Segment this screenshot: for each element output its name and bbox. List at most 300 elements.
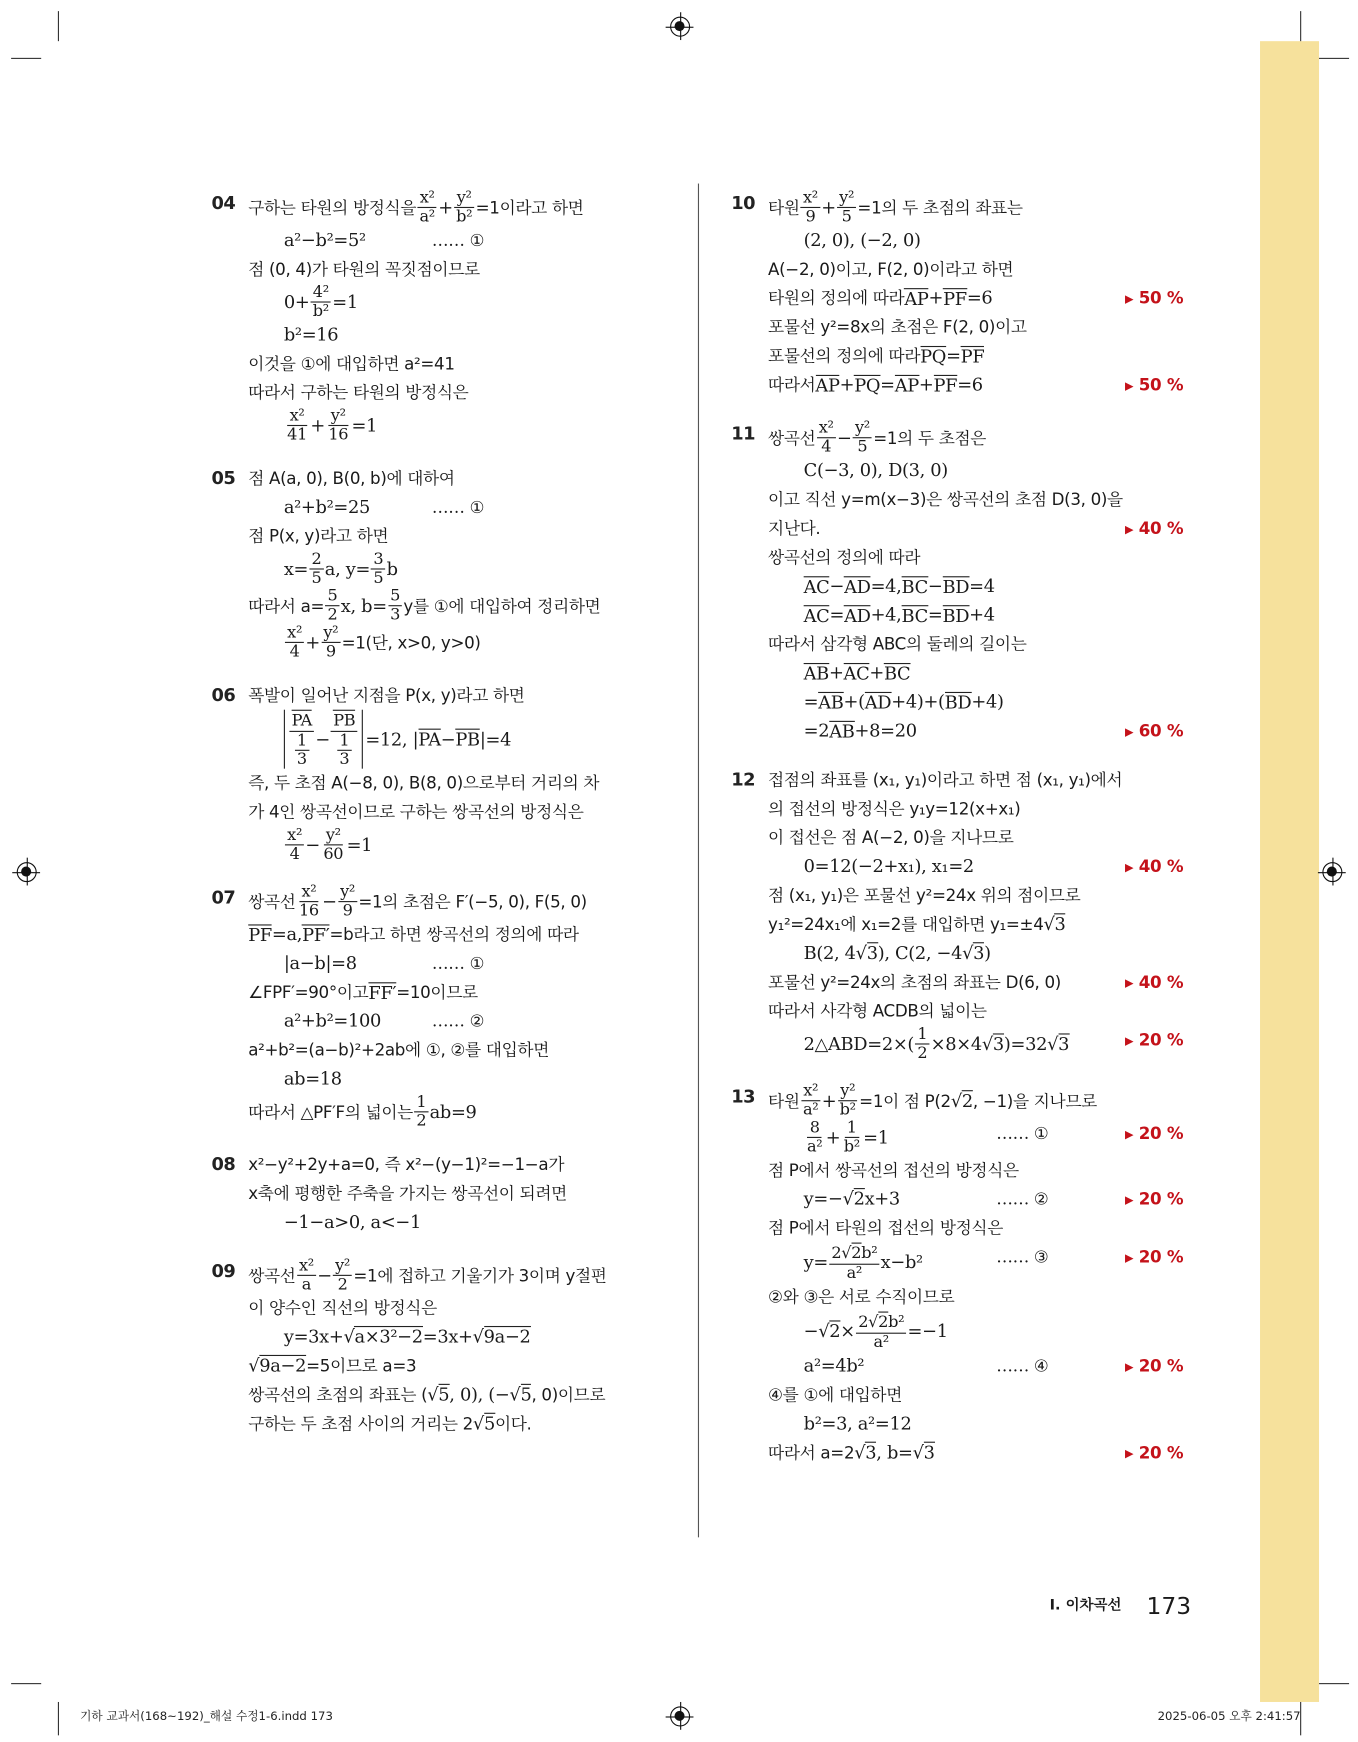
math-run: BD	[942, 604, 970, 626]
crop-mark	[58, 1702, 59, 1735]
math-run: AP	[894, 374, 919, 396]
solution-line	[731, 342, 1183, 371]
square-root	[818, 1317, 840, 1346]
math-run: a, y=	[324, 557, 371, 580]
segment-overline	[368, 982, 396, 1003]
math-run: 0=12(−2+x₁), x₁=2	[803, 855, 974, 877]
radical-sign-icon: √	[842, 1188, 854, 1210]
math-run: 1	[296, 731, 307, 750]
segment-overline	[844, 576, 870, 597]
square-root	[1047, 1030, 1069, 1059]
denominator	[297, 902, 321, 920]
text-run: a²+b²=(a−b)²+2ab에 ①, ②를 대입하면	[248, 1040, 550, 1061]
text-run: 점 P에서 타원의 접선의 방정식은	[768, 1218, 1004, 1239]
square-root	[248, 1352, 306, 1381]
problem-number: 04	[211, 192, 236, 214]
math-run: =	[946, 344, 961, 366]
math-run: AD	[864, 691, 892, 713]
denominator	[300, 1276, 314, 1294]
denominator	[309, 570, 323, 588]
text-run: 접점의 좌표를 (x₁, y₁)이라고 하면 점 (x₁, y₁)에서	[768, 769, 1123, 790]
math-run: , b=	[876, 1441, 913, 1463]
square-root	[1043, 910, 1065, 939]
solution-line	[211, 320, 679, 349]
numerator	[337, 732, 351, 751]
numerator	[837, 189, 856, 208]
text-run: 점 P(x, y)라고 하면	[248, 526, 389, 547]
text-run: 가 4인 쌍곡선이므로 구하는 쌍곡선의 방정식은	[248, 802, 584, 823]
text-run: 점 (x₁, y₁)은 포물선 y²=24x 위의 점이므로	[768, 885, 1081, 906]
denominator	[287, 845, 301, 863]
solution-line	[731, 601, 1183, 630]
fraction	[331, 710, 358, 769]
crop-mark	[1319, 1683, 1349, 1684]
score-percent	[1125, 1438, 1183, 1469]
score-value: 20 %	[1138, 1356, 1184, 1377]
solution-line	[731, 716, 1183, 745]
text-run: 따라서 a=2	[768, 1442, 855, 1463]
numerator	[331, 710, 358, 732]
math-run: a	[301, 1275, 312, 1294]
solution-line	[211, 710, 679, 769]
math-run: =6	[966, 286, 993, 309]
numerator	[295, 732, 309, 751]
math-run: =1	[346, 833, 373, 855]
math-run: y=−	[803, 1188, 843, 1210]
numerator	[915, 1026, 929, 1045]
numerator	[856, 1312, 906, 1334]
math-run: AC	[803, 604, 830, 626]
registration-mark-icon	[17, 862, 37, 882]
page-edge-color-band	[1260, 41, 1319, 1702]
triangle-marker-icon: ▶	[1124, 1129, 1134, 1142]
math-run: −	[440, 728, 456, 750]
math-run: +	[305, 631, 321, 653]
math-run: b²	[456, 208, 473, 226]
math-run: AD	[844, 604, 871, 626]
math-run: PB	[455, 728, 480, 750]
equation-reference: …… ①	[431, 230, 485, 251]
score-value: 50 %	[1138, 288, 1184, 309]
text-run: 점 (0, 4)가 타원의 꼭짓점이므로	[248, 259, 480, 280]
solution-line	[731, 997, 1183, 1026]
math-run: 5	[520, 1383, 532, 1405]
math-run: 2	[961, 1089, 973, 1111]
radical-sign-icon: √	[472, 1412, 484, 1434]
numerator	[311, 284, 332, 303]
text-run: 포물선 y²=24x의 초점의 좌표는 D(6, 0)	[768, 972, 1061, 993]
math-run: x, b=	[340, 594, 387, 616]
solution-line	[731, 1352, 1183, 1381]
math-run: BC	[883, 662, 911, 684]
score-percent	[1125, 852, 1183, 883]
math-run: AB	[803, 662, 829, 684]
denominator	[855, 438, 869, 456]
fraction	[388, 587, 402, 624]
numerator	[299, 883, 318, 902]
text-run: 점 A(a, 0), B(0, b)에 대하여	[248, 468, 455, 489]
fraction	[837, 189, 856, 226]
denominator	[285, 426, 309, 444]
math-run: 2	[831, 1244, 842, 1263]
math-run: +	[928, 286, 944, 309]
text-run: 이 접선은 점 A(−2, 0)을 지나므로	[768, 827, 1014, 848]
text-run: ②와 ③은 서로 수직이므로	[768, 1287, 955, 1308]
math-run: +(	[843, 690, 865, 712]
text-run: 쌍곡선의 초점의 좌표는 (	[248, 1384, 428, 1405]
radicand	[878, 1312, 888, 1333]
fraction	[285, 827, 304, 864]
segment-overline	[804, 662, 829, 683]
segment-overline	[248, 924, 272, 945]
numerator	[417, 189, 436, 208]
fraction	[297, 883, 321, 920]
math-run: 5	[373, 569, 384, 588]
text-run: 즉, 두 초점 A(−8, 0), B(8, 0)으로부터 거리의 차	[248, 773, 600, 794]
math-run: 9	[342, 902, 353, 920]
fraction	[325, 587, 339, 624]
math-run: 5	[311, 569, 322, 588]
segment-overline	[292, 710, 312, 731]
math-run: a×3²−2	[354, 1325, 423, 1348]
problem-06	[211, 681, 679, 863]
segment-overline	[333, 710, 355, 731]
math-run: =−1	[907, 1320, 948, 1342]
square-root	[509, 1380, 531, 1409]
math-run: +	[825, 1126, 841, 1148]
math-run: +	[438, 196, 453, 218]
math-run: x²	[419, 189, 435, 207]
square-root	[868, 1314, 888, 1332]
square-root	[854, 1438, 876, 1467]
math-run: , 0), (−	[449, 1383, 510, 1405]
score-percent	[1125, 514, 1183, 545]
radical-sign-icon: √	[472, 1325, 484, 1348]
math-run: +	[918, 373, 934, 395]
radicand	[1055, 913, 1066, 934]
solution-line	[731, 659, 1183, 688]
math-run: −1−a>0, a<−1	[283, 1211, 422, 1233]
square-root	[843, 1185, 865, 1214]
numerator	[309, 551, 323, 570]
solution-line	[211, 1007, 679, 1036]
fraction	[326, 407, 350, 444]
square-root	[473, 1409, 495, 1438]
solution-line	[211, 827, 679, 864]
score-percent	[1125, 284, 1183, 315]
score-percent	[1125, 1243, 1183, 1274]
math-run: 5	[327, 587, 338, 606]
problem-12	[731, 765, 1183, 1062]
math-run: 9a−2	[259, 1354, 307, 1377]
text-run: A(−2, 0)이고, F(2, 0)이라고 하면	[768, 259, 1014, 280]
triangle-marker-icon: ▶	[1124, 1252, 1134, 1265]
math-run: +	[828, 661, 844, 684]
segment-overline	[829, 720, 854, 741]
score-value: 50 %	[1138, 374, 1184, 395]
radical-sign-icon: √	[818, 1320, 830, 1342]
square-root	[913, 1438, 935, 1467]
denominator	[325, 606, 339, 624]
solution-line	[731, 630, 1183, 659]
math-run: 4	[289, 642, 300, 661]
text-run: , −1)을 지나므로	[972, 1090, 1097, 1111]
math-run: 3	[866, 942, 878, 964]
math-run: 2	[858, 1313, 869, 1332]
score-percent	[1125, 1352, 1183, 1383]
triangle-marker-icon: ▶	[1124, 293, 1134, 306]
math-run: =1	[863, 1126, 889, 1148]
denominator	[335, 1276, 349, 1294]
solution-line	[211, 587, 679, 624]
text-run: 이고 직선 y=m(x−3)은 쌍곡선의 초점 D(3, 0)을	[768, 489, 1123, 510]
math-run: b²	[312, 302, 329, 321]
math-run: AP	[815, 374, 840, 396]
radicand	[973, 942, 984, 963]
math-run: =	[803, 690, 819, 712]
problem-number: 12	[731, 768, 755, 790]
solution-line	[731, 226, 1183, 255]
denominator	[388, 606, 402, 624]
text-run: 쌍곡선	[248, 1265, 296, 1286]
solution-line	[211, 1150, 679, 1179]
solution-line	[211, 681, 679, 710]
math-run: x−b²	[880, 1251, 923, 1273]
problem-number: 13	[731, 1085, 755, 1107]
math-run: 3	[923, 1441, 935, 1463]
triangle-marker-icon: ▶	[1124, 1361, 1134, 1374]
problem-number: 09	[211, 1260, 236, 1282]
solution-line	[731, 881, 1183, 910]
math-run: y=3x+	[283, 1325, 344, 1348]
solution-line	[211, 1208, 679, 1237]
math-run: 1	[416, 1093, 427, 1112]
math-run: −	[927, 575, 943, 597]
problem-number: 05	[211, 467, 236, 489]
math-run: 4	[821, 438, 832, 457]
math-run: (2, 0), (−2, 0)	[803, 229, 921, 251]
math-run: x+3	[864, 1188, 900, 1210]
score-value: 20 %	[1138, 1189, 1184, 1210]
text-run: =1이 점 P(2	[859, 1090, 951, 1111]
math-run: a²	[873, 1333, 889, 1352]
solution-line	[211, 1352, 679, 1381]
text-run: 이것을 ①에 대입하면 a²=41	[248, 353, 455, 374]
radical-sign-icon: √	[868, 1313, 879, 1332]
score-percent	[1125, 1185, 1183, 1216]
math-run: PB	[333, 711, 356, 730]
math-run: =3x+	[422, 1325, 473, 1348]
math-run: 2	[337, 1275, 348, 1294]
math-run: 1	[917, 1025, 928, 1044]
numerator	[817, 419, 836, 438]
radical-sign-icon: √	[427, 1383, 439, 1405]
math-run: 9a−2	[483, 1325, 531, 1348]
solution-line	[211, 1409, 679, 1438]
fraction	[805, 1119, 825, 1156]
math-run: =2	[803, 719, 830, 741]
segment-overline	[945, 691, 972, 712]
radical-sign-icon: √	[1043, 913, 1055, 935]
fraction	[297, 1257, 316, 1294]
problem-08	[211, 1150, 679, 1237]
denominator	[414, 1112, 428, 1130]
math-run: =1	[332, 290, 358, 313]
fraction	[841, 1119, 862, 1156]
segment-overline	[942, 576, 969, 597]
math-run: )=32	[1003, 1032, 1048, 1054]
solution-line	[211, 464, 679, 493]
denominator	[417, 208, 437, 226]
solution-line	[211, 551, 679, 588]
text-run: 타원	[768, 197, 800, 218]
text-run: 타원	[768, 1090, 800, 1111]
solution-line	[211, 1036, 679, 1065]
segment-overline	[901, 576, 927, 597]
equation-reference: …… ②	[996, 1189, 1049, 1210]
radical-sign-icon: √	[343, 1325, 355, 1348]
text-run: =10이므로	[396, 982, 478, 1003]
score-percent	[1125, 1026, 1183, 1057]
numerator	[801, 189, 820, 208]
score-value: 20 %	[1138, 1123, 1184, 1144]
math-run: x²	[818, 419, 834, 438]
square-root	[473, 1323, 531, 1352]
math-run: =	[927, 604, 943, 626]
math-run: +4	[969, 604, 995, 626]
math-run: +4)	[971, 690, 1004, 712]
solution-line	[731, 1438, 1183, 1467]
segment-overline	[904, 288, 928, 309]
score-percent	[1125, 968, 1183, 999]
fraction	[321, 624, 340, 661]
fraction	[801, 1082, 821, 1119]
math-run: PQ	[920, 345, 947, 367]
fraction	[289, 710, 314, 769]
denominator	[287, 643, 301, 661]
math-run: y²	[840, 1082, 856, 1101]
math-run: y²	[854, 419, 870, 438]
math-run: 4²	[312, 283, 329, 302]
segment-overline	[901, 605, 927, 626]
radical-sign-icon: √	[841, 1244, 852, 1263]
text-run: 쌍곡선	[768, 427, 816, 448]
solution-line	[211, 1065, 679, 1094]
math-run: PF	[960, 345, 985, 367]
segment-overline	[961, 345, 985, 366]
math-run: 5	[438, 1383, 450, 1405]
solution-line	[731, 514, 1183, 543]
problem-13	[731, 1082, 1183, 1467]
right-column	[731, 189, 1183, 1487]
fraction	[321, 827, 345, 864]
numerator	[324, 827, 343, 846]
math-run: 60	[323, 845, 344, 864]
numerator	[455, 189, 474, 208]
solution-line	[731, 485, 1183, 514]
denominator	[839, 208, 853, 226]
math-run: a²	[846, 1264, 863, 1283]
segment-overline	[455, 729, 479, 750]
triangle-marker-icon: ▶	[1124, 1448, 1134, 1461]
numerator	[321, 624, 340, 643]
math-run: b²	[888, 1313, 905, 1332]
fraction	[837, 1082, 858, 1119]
math-run: −	[322, 890, 337, 912]
triangle-marker-icon: ▶	[1124, 380, 1134, 393]
math-run: 3	[390, 606, 401, 625]
denominator	[326, 426, 350, 444]
math-run: +	[869, 661, 884, 684]
math-run: +	[310, 414, 325, 436]
denominator	[841, 1138, 862, 1156]
math-run: AC	[803, 575, 830, 597]
math-run: 3	[992, 1032, 1004, 1054]
denominator	[915, 1045, 929, 1063]
slug-timestamp: 2025-06-05 오후 2:41:57	[1157, 1709, 1301, 1724]
math-run: 3	[1058, 1032, 1070, 1054]
denominator	[844, 1265, 864, 1283]
math-run: b²	[839, 1101, 856, 1120]
math-run: ab=18	[283, 1067, 342, 1090]
text-run: ∠FPF′=90°이고	[248, 982, 369, 1003]
text-run: =5이므로 a=3	[306, 1356, 417, 1377]
math-run: 41	[287, 426, 308, 444]
solution-line	[731, 968, 1183, 997]
solution-line	[731, 456, 1183, 485]
math-run: y²	[323, 624, 339, 642]
math-run: 9	[325, 642, 336, 661]
radicand	[484, 1413, 495, 1434]
radicand	[854, 1188, 865, 1209]
math-run: +	[821, 196, 836, 218]
math-run: =12, |	[365, 728, 419, 750]
solution-line	[731, 1214, 1183, 1243]
denominator	[295, 751, 309, 769]
math-run: +8=20	[854, 719, 917, 741]
denominator	[454, 208, 475, 226]
numerator	[388, 587, 402, 606]
text-run: 쌍곡선의 정의에 따라	[768, 547, 921, 568]
text-run: 따라서 구하는 타원의 방정식은	[248, 382, 469, 403]
solution-line	[731, 939, 1183, 968]
text-run: x²−y²+2y+a=0, 즉 x²−(y−1)²=−1−a가	[248, 1154, 565, 1175]
math-run: AB	[818, 691, 844, 713]
numerator	[329, 407, 348, 426]
radicand	[484, 1326, 531, 1347]
equation-reference: …… ①	[431, 953, 485, 974]
score-value: 40 %	[1138, 972, 1184, 993]
column-divider	[698, 184, 699, 1538]
numerator	[371, 551, 385, 570]
segment-overline	[943, 288, 967, 309]
fraction	[454, 189, 475, 226]
radicand	[867, 942, 878, 963]
math-run: y²	[325, 826, 341, 845]
registration-mark-icon	[670, 17, 690, 37]
problem-number: 10	[731, 192, 755, 214]
score-value: 20 %	[1138, 1442, 1184, 1463]
math-run: C(−3, 0), D(3, 0)	[803, 459, 948, 481]
triangle-marker-icon: ▶	[1124, 523, 1134, 537]
radical-sign-icon: √	[509, 1383, 521, 1405]
denominator	[871, 1334, 891, 1352]
math-run: x=	[283, 557, 309, 580]
denominator	[819, 438, 833, 456]
math-run: B(2, 4	[803, 942, 856, 964]
math-run: 0+	[283, 290, 310, 313]
solution-line	[731, 823, 1183, 852]
